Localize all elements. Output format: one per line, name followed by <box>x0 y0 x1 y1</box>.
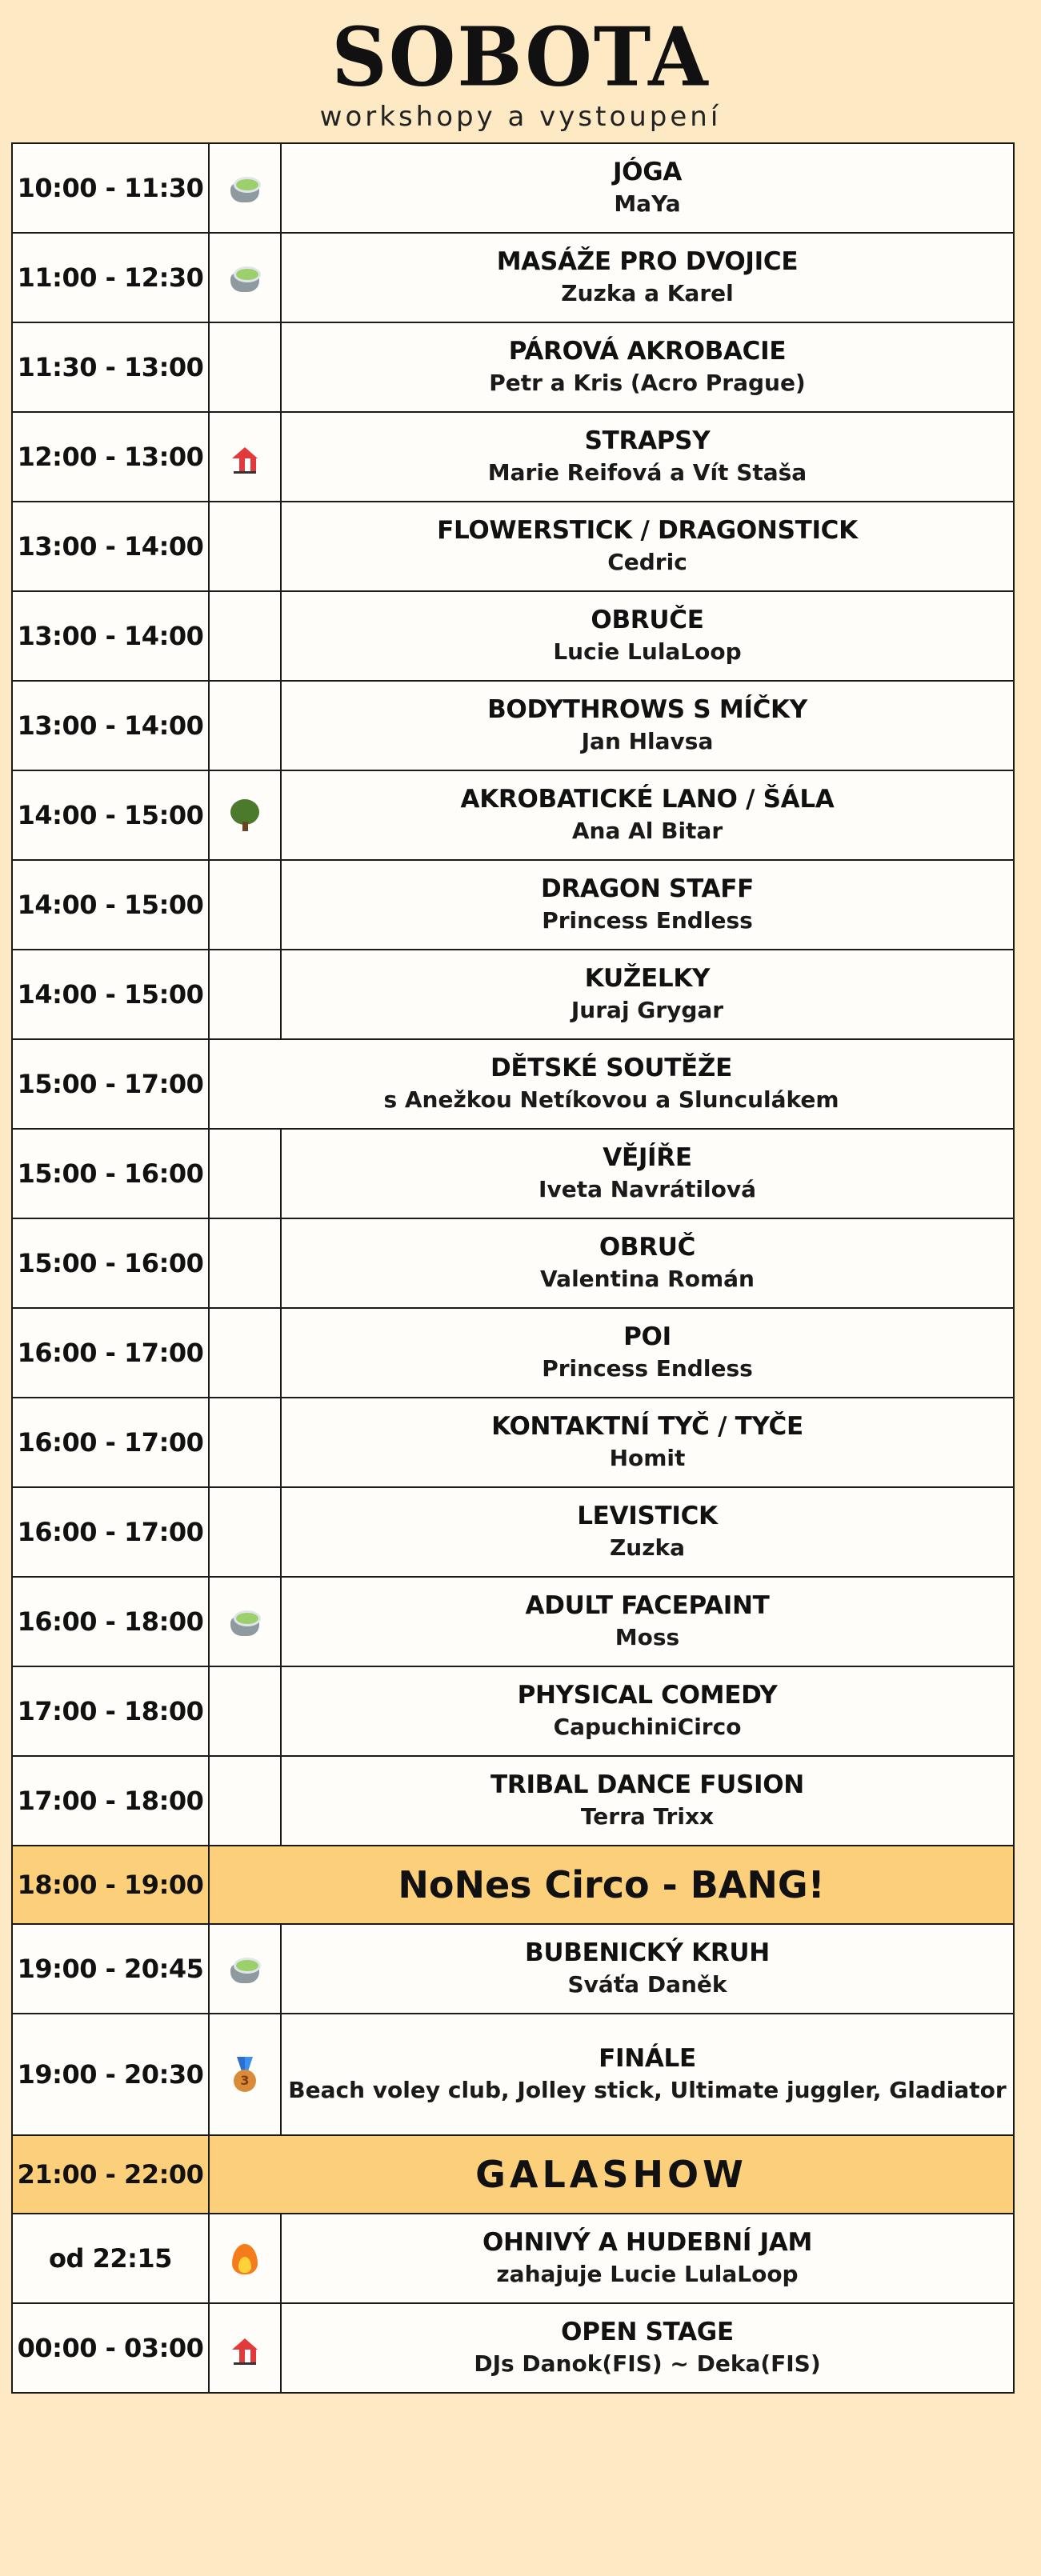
icon-cell <box>209 2014 281 2135</box>
medal-icon <box>227 2057 262 2092</box>
table-row <box>12 1398 1014 1487</box>
icon-cell <box>209 412 281 502</box>
activity-host: s Anežkou Netíkovou a Slunculákem <box>383 1086 839 1113</box>
time-cell: 18:00 - 19:00 <box>12 1846 209 1924</box>
time-cell: 11:00 - 12:30 <box>12 233 209 322</box>
time-cell: 00:00 - 03:00 <box>12 2303 209 2393</box>
activity-host: Ana Al Bitar <box>571 818 723 844</box>
activity-title: TRIBAL DANCE FUSION <box>490 1770 804 1799</box>
icon-cell <box>209 1129 281 1218</box>
table-row <box>12 143 1014 233</box>
time-cell: 16:00 - 18:00 <box>12 1577 209 1666</box>
icon-cell <box>209 591 281 681</box>
activity-host: Sváťa Daněk <box>567 1971 727 1998</box>
activity-cell <box>281 143 1014 233</box>
bowl-icon <box>227 1604 262 1639</box>
activity-cell <box>281 2303 1014 2393</box>
activity-host: Moss <box>615 1624 680 1650</box>
bowl-icon <box>227 170 262 206</box>
time-cell: 15:00 - 17:00 <box>12 1039 209 1129</box>
time-cell: 13:00 - 14:00 <box>12 681 209 770</box>
activity-host: Zuzka a Karel <box>561 280 734 306</box>
icon-cell <box>209 143 281 233</box>
table-row <box>12 860 1014 950</box>
activity-title: LEVISTICK <box>577 1502 718 1530</box>
activity-title: MASÁŽE PRO DVOJICE <box>496 247 799 276</box>
activity-cell <box>281 1666 1014 1756</box>
time-cell: 14:00 - 15:00 <box>12 770 209 860</box>
activity-cell <box>281 1577 1014 1666</box>
activity-cell <box>209 2135 1014 2214</box>
time-cell: 16:00 - 17:00 <box>12 1308 209 1398</box>
activity-host: DJs Danok(FIS) ~ Deka(FIS) <box>474 2350 821 2377</box>
icon-cell <box>209 1577 281 1666</box>
activity-host: Valentina Román <box>540 1266 755 1292</box>
icon-cell <box>209 860 281 950</box>
table-row-highlight <box>12 2135 1014 2214</box>
table-row <box>12 1308 1014 1398</box>
activity-title: KONTAKTNÍ TYČ / TYČE <box>491 1412 803 1441</box>
bowl-icon <box>227 260 262 295</box>
table-row <box>12 681 1014 770</box>
highlight-title: NoNes Circo - BANG! <box>398 1863 825 1906</box>
activity-cell <box>281 2214 1014 2303</box>
time-cell: 11:30 - 13:00 <box>12 322 209 412</box>
table-row <box>12 2214 1014 2303</box>
activity-host: Marie Reifová a Vít Staša <box>487 459 807 486</box>
activity-cell <box>281 1398 1014 1487</box>
activity-host: Beach voley club, Jolley stick, Ultimate juggler, Gladiator <box>288 2077 1007 2103</box>
activity-cell <box>281 1308 1014 1398</box>
activity-cell <box>281 1924 1014 2014</box>
table-row <box>12 1577 1014 1666</box>
activity-host: Terra Trixx <box>580 1803 715 1830</box>
table-row <box>12 1924 1014 2014</box>
activity-title: OBRUČE <box>591 606 704 634</box>
activity-host: Homit <box>609 1445 686 1471</box>
table-row-highlight <box>12 1846 1014 1924</box>
activity-host: MaYa <box>614 190 681 217</box>
time-cell: 15:00 - 16:00 <box>12 1129 209 1218</box>
activity-host: Jan Hlavsa <box>581 728 714 754</box>
table-row <box>12 1487 1014 1577</box>
activity-cell <box>281 233 1014 322</box>
activity-host: Petr a Kris (Acro Prague) <box>489 370 806 396</box>
icon-cell <box>209 1487 281 1577</box>
table-row <box>12 1218 1014 1308</box>
time-cell: 16:00 - 17:00 <box>12 1487 209 1577</box>
time-cell: 17:00 - 18:00 <box>12 1666 209 1756</box>
time-cell: 16:00 - 17:00 <box>12 1398 209 1487</box>
activity-title: VĚJÍŘE <box>603 1143 692 1172</box>
icon-cell <box>209 1756 281 1846</box>
activity-cell <box>281 770 1014 860</box>
header <box>0 0 1041 142</box>
activity-host: Lucie LulaLoop <box>553 638 742 665</box>
table-row <box>12 322 1014 412</box>
table-row <box>12 950 1014 1039</box>
time-cell: 15:00 - 16:00 <box>12 1218 209 1308</box>
table-row <box>12 1039 1014 1129</box>
activity-title: KUŽELKY <box>584 964 711 993</box>
activity-title: BUBENICKÝ KRUH <box>525 1938 770 1967</box>
activity-cell <box>281 322 1014 412</box>
page-subtitle: workshopy a vystoupení <box>319 101 722 133</box>
bowl-icon <box>227 1951 262 1986</box>
highlight-title: GALASHOW <box>475 2153 747 2196</box>
activity-cell <box>281 2014 1014 2135</box>
activity-title: PÁROVÁ AKROBACIE <box>508 337 787 366</box>
activity-title: DĚTSKÉ SOUTĚŽE <box>490 1054 732 1082</box>
time-cell: 21:00 - 22:00 <box>12 2135 209 2214</box>
table-row <box>12 591 1014 681</box>
activity-host: CapuchiniCirco <box>553 1714 742 1740</box>
time-cell: 13:00 - 14:00 <box>12 502 209 591</box>
icon-cell <box>209 1308 281 1398</box>
activity-title: AKROBATICKÉ LANO / ŠÁLA <box>460 785 835 814</box>
icon-cell <box>209 770 281 860</box>
activity-title: OBRUČ <box>599 1233 696 1262</box>
activity-cell <box>281 1756 1014 1846</box>
activity-cell <box>209 1846 1014 1924</box>
activity-host: Princess Endless <box>542 907 753 934</box>
activity-host: Zuzka <box>609 1534 686 1561</box>
activity-host: Iveta Navrátilová <box>539 1176 756 1202</box>
icon-cell <box>209 1218 281 1308</box>
icon-cell <box>209 1666 281 1756</box>
table-row <box>12 233 1014 322</box>
activity-cell <box>281 681 1014 770</box>
activity-title: OPEN STAGE <box>561 2318 734 2346</box>
activity-host: zahajuje Lucie LulaLoop <box>496 2261 799 2287</box>
table-row <box>12 2014 1014 2135</box>
table-row <box>12 502 1014 591</box>
activity-title: POI <box>623 1322 671 1351</box>
activity-host: Princess Endless <box>542 1355 753 1382</box>
activity-title: ADULT FACEPAINT <box>525 1591 770 1620</box>
activity-host: Cedric <box>607 549 687 575</box>
activity-title: PHYSICAL COMEDY <box>517 1681 778 1710</box>
activity-cell <box>281 860 1014 950</box>
icon-cell <box>209 1924 281 2014</box>
icon-cell <box>209 2214 281 2303</box>
activity-cell <box>281 502 1014 591</box>
page-title: SOBOTA <box>331 10 710 105</box>
icon-cell <box>209 2303 281 2393</box>
table-row <box>12 1129 1014 1218</box>
activity-title: FLOWERSTICK / DRAGONSTICK <box>437 516 858 545</box>
time-cell: 17:00 - 18:00 <box>12 1756 209 1846</box>
activity-cell <box>281 412 1014 502</box>
table-row <box>12 1756 1014 1846</box>
activity-title: BODYTHROWS S MÍČKY <box>487 695 807 724</box>
activity-cell <box>281 1129 1014 1218</box>
activity-cell <box>281 950 1014 1039</box>
time-cell: 14:00 - 15:00 <box>12 860 209 950</box>
activity-cell <box>281 591 1014 681</box>
circus-tent-icon <box>227 2330 262 2366</box>
icon-cell <box>209 322 281 412</box>
schedule-table <box>11 142 1015 2394</box>
table-row <box>12 1666 1014 1756</box>
icon-cell <box>209 681 281 770</box>
activity-title: STRAPSY <box>584 426 711 455</box>
circus-tent-icon <box>227 439 262 474</box>
activity-title: DRAGON STAFF <box>541 874 754 903</box>
activity-cell <box>209 1039 1014 1129</box>
fire-icon <box>227 2241 262 2276</box>
time-cell: 19:00 - 20:30 <box>12 2014 209 2135</box>
activity-cell <box>281 1487 1014 1577</box>
icon-cell <box>209 502 281 591</box>
activity-cell <box>281 1218 1014 1308</box>
icon-cell <box>209 950 281 1039</box>
time-cell: 13:00 - 14:00 <box>12 591 209 681</box>
table-row <box>12 412 1014 502</box>
table-row <box>12 2303 1014 2393</box>
activity-host: Juraj Grygar <box>571 997 724 1023</box>
activity-title: OHNIVÝ A HUDEBNÍ JAM <box>482 2228 813 2257</box>
activity-title: FINÁLE <box>599 2044 696 2073</box>
time-cell: 14:00 - 15:00 <box>12 950 209 1039</box>
tree-icon <box>227 798 262 833</box>
time-cell: 19:00 - 20:45 <box>12 1924 209 2014</box>
time-cell: 10:00 - 11:30 <box>12 143 209 233</box>
table-row <box>12 770 1014 860</box>
icon-cell <box>209 233 281 322</box>
time-cell: 12:00 - 13:00 <box>12 412 209 502</box>
activity-title: JÓGA <box>612 158 683 186</box>
time-cell: od 22:15 <box>12 2214 209 2303</box>
icon-cell <box>209 1398 281 1487</box>
